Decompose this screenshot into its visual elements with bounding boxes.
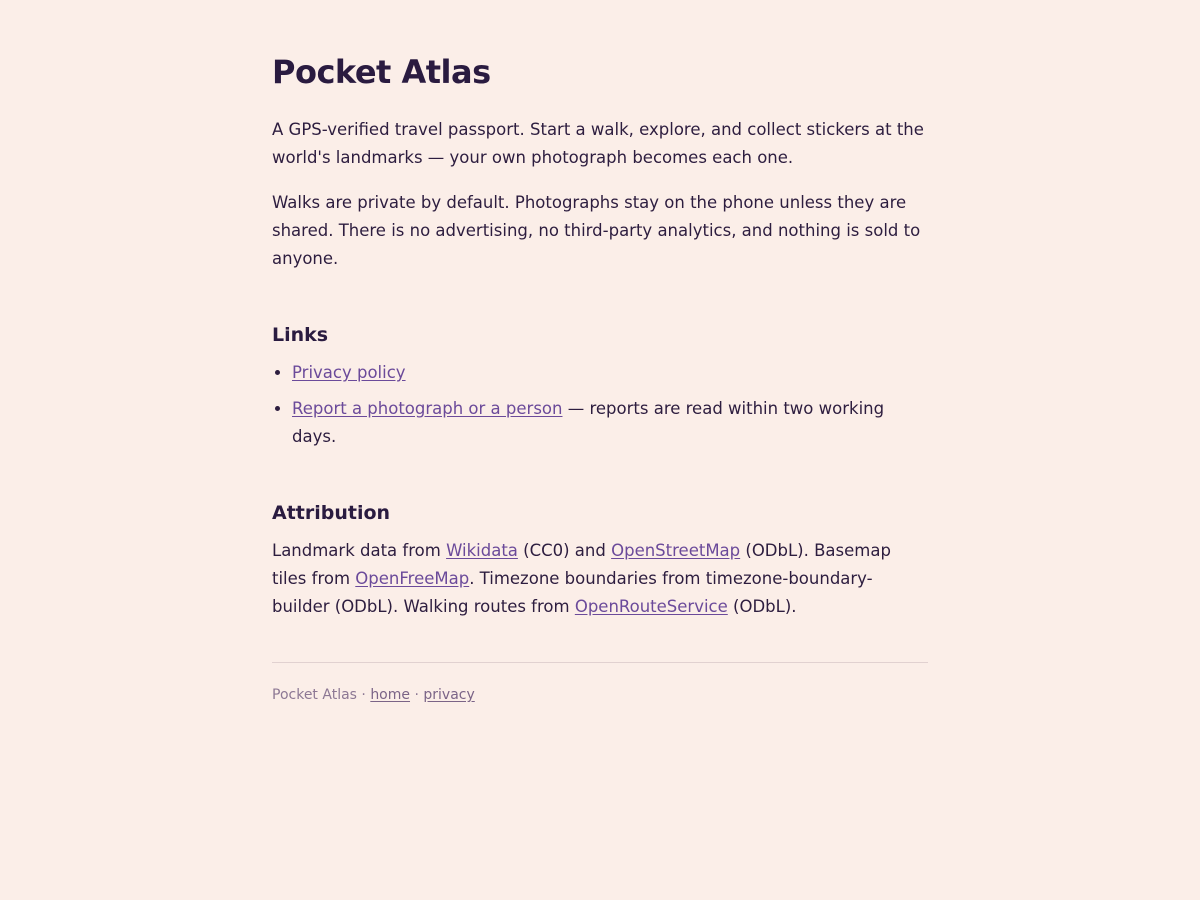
- openfreemap-link[interactable]: OpenFreeMap: [355, 569, 470, 588]
- footer: [272, 684, 928, 706]
- footer-divider: [272, 662, 928, 663]
- list-item-report: [292, 395, 928, 451]
- page-title: Pocket Atlas: [272, 53, 491, 91]
- privacy-summary-paragraph: Walks are private by default. Photographs stay on the phone unless they are shared. There is no advertising, no third-party analytics, and nothing is sold to anyone.: [272, 193, 921, 268]
- attribution-section: [272, 499, 928, 621]
- attribution-text: (ODbL).: [727, 597, 797, 616]
- report-note: — reports are read within two working days.: [292, 399, 885, 446]
- attribution-heading: Attribution: [272, 502, 391, 524]
- attribution-text: (CC0) and: [517, 541, 612, 560]
- footer-separator: ·: [414, 687, 419, 703]
- wikidata-link[interactable]: Wikidata: [446, 541, 518, 560]
- page-content: [272, 0, 928, 706]
- links-section: [272, 321, 928, 451]
- links-heading: Links: [272, 324, 329, 346]
- footer-privacy-link[interactable]: privacy: [423, 687, 475, 703]
- intro-paragraph: A GPS-verified travel passport. Start a walk, explore, and collect stickers at the world's landmarks — your own photograph becomes each one.: [272, 120, 924, 167]
- intro-section: [272, 116, 928, 273]
- links-list: [272, 359, 928, 451]
- privacy-policy-link[interactable]: Privacy policy: [292, 363, 406, 382]
- attribution-text: (ODbL). Basemap tiles from: [272, 541, 891, 588]
- list-item-privacy-policy: [292, 359, 928, 387]
- attribution-text: Landmark data from: [272, 541, 447, 560]
- report-link[interactable]: Report a photograph or a person: [292, 399, 563, 418]
- openstreetmap-link[interactable]: OpenStreetMap: [611, 541, 741, 560]
- attribution-text: . Timezone boundaries from timezone-boundary-builder (ODbL). Walking routes from: [272, 569, 873, 616]
- footer-home-link[interactable]: home: [370, 687, 411, 703]
- openrouteservice-link[interactable]: OpenRouteService: [574, 597, 728, 616]
- footer-brand: Pocket Atlas: [272, 687, 357, 703]
- footer-separator: ·: [361, 687, 366, 703]
- attribution-paragraph: [272, 537, 928, 621]
